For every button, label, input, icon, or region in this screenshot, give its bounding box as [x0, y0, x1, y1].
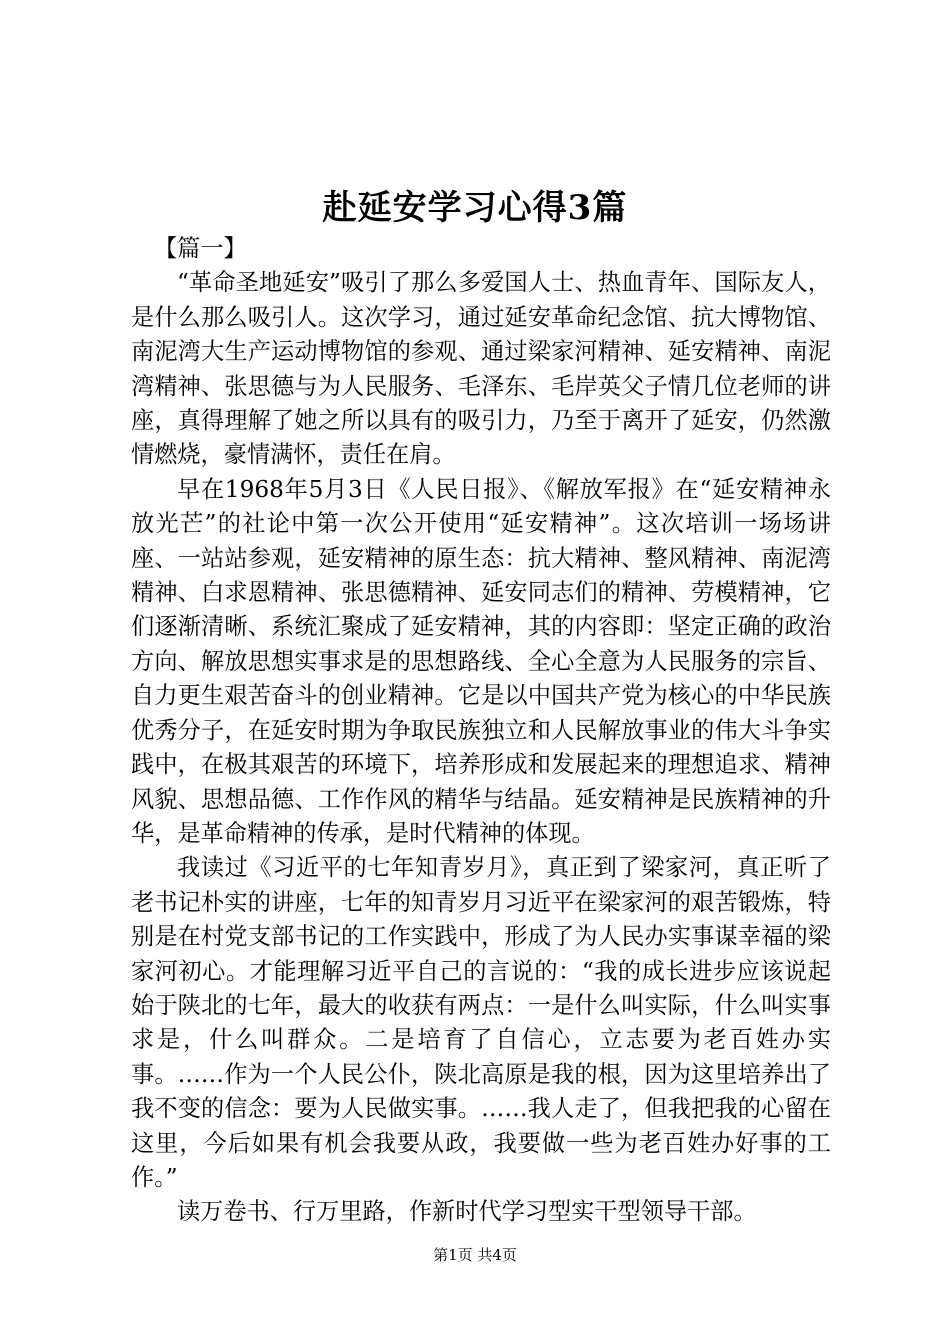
paragraph-1: “革命圣地延安”吸引了那么多爱国人士、热血青年、国际友人，是什么那么吸引人。这次学习，通过延安革命纪念馆、抗大博物馆、南泥湾大生产运动博物馆的参观、通过梁家河精神、延安精神、南泥湾精神、张思德与为人民服务、毛泽东、毛岸英父子情几位老师的讲座，真得理解了她之所以具有的吸引力，乃至于离开了延安，仍然激情燃烧，豪情满怀，责任在肩。 — [131, 269, 831, 469]
paragraph-4: 读万卷书、行万里路，作新时代学习型实干型领导干部。 — [177, 1198, 757, 1226]
document-body — [131, 232, 831, 1230]
page-footer: 第1页 共4页 — [433, 1246, 517, 1264]
paragraph-3: 我读过《习近平的七年知青岁月》，真正到了梁家河，真正听了老书记朴实的讲座，七年的知青岁月习近平在梁家河的艰苦锻炼，特别是在村党支部书记的工作实践中，形成了为人民办实事谋幸福的梁家河初心。才能理解习近平自己的言说的：“我的成长进步应该说起始于陕北的七年，最大的收获有两点：一是什么叫实际，什么叫实事求是，什么叫群众。二是培育了自信心，立志要为老百姓办实事。……作为一个人民公仆，陕北高原是我的根，因为这里培养出了我不变的信念：要为人民做实事。……我人走了，但我把我的心留在这里，今后如果有机会我要从政，我要做一些为老百姓办好事的工作。” — [131, 854, 831, 1191]
paragraph-2: 早在1968年5月3日《人民日报》、《解放军报》在“延安精神永放光芒”的社论中第一次公开使用“延安精神”。这次培训一场场讲座、一站站参观，延安精神的原生态：抗大精神、整风精神、南泥湾精神、白求恩精神、张思德精神、延安同志们的精神、劳模精神，它们逐渐清晰、系统汇聚成了延安精神，其的内容即：坚定正确的政治方向、解放思想实事求是的思想路线、全心全意为人民服务的宗旨、自力更生艰苦奋斗的创业精神。它是以中国共产党为核心的中华民族优秀分子，在延安时期为争取民族独立和人民解放事业的伟大斗争实践中，在极其艰苦的环境下，培养形成和发展起来的理想追求、精神风貌、思想品德、工作作风的精华与结晶。延安精神是民族精神的升华，是革命精神的传承，是时代精神的体现。 — [131, 475, 831, 847]
document-title: 赴延安学习心得3篇 — [322, 188, 628, 228]
section-heading: 【篇一】 — [154, 235, 247, 262]
